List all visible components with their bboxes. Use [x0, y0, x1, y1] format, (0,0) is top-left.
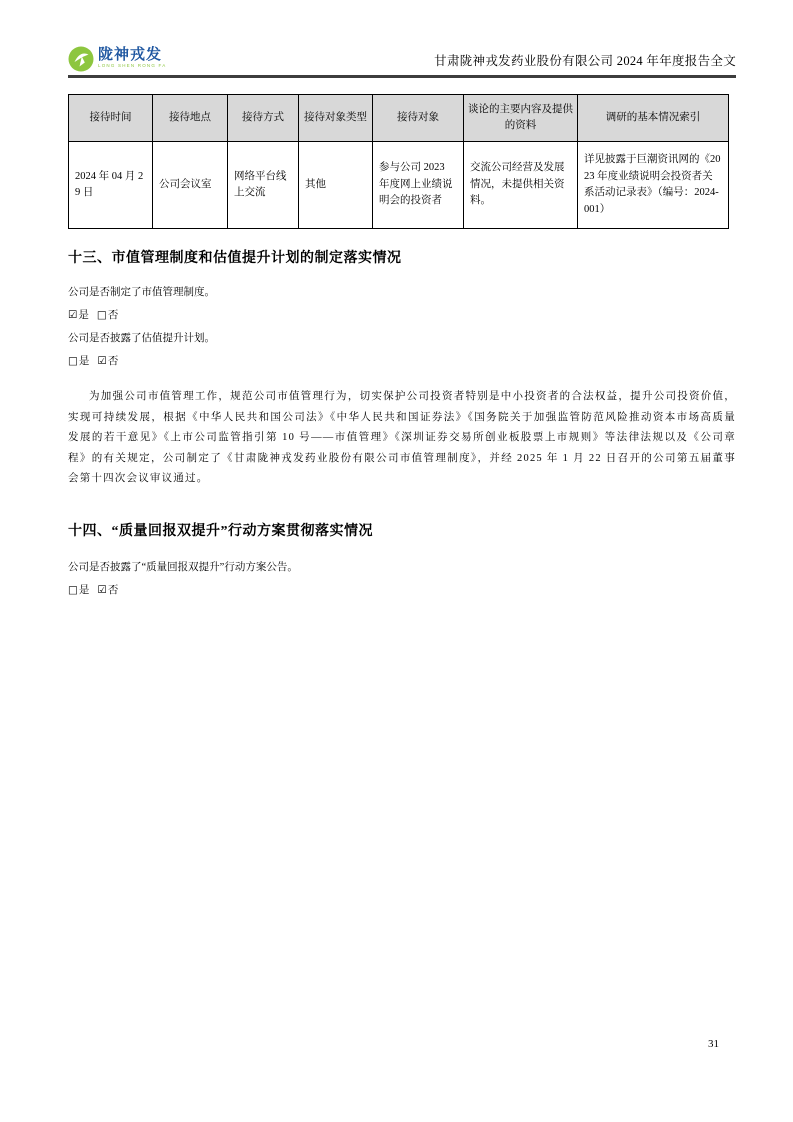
cell-reception-method: 网络平台线上交流	[228, 142, 299, 229]
cell-visitor-type: 其他	[299, 142, 373, 229]
page-header	[68, 0, 736, 75]
reception-table	[68, 94, 729, 229]
cell-visitor: 参与公司 2023 年度网上业绩说明会的投资者	[373, 142, 464, 229]
table-header-row	[69, 95, 729, 142]
cell-survey-index: 详见披露于巨潮资讯网的《2023 年度业绩说明会投资者关系活动记录表》（编号：2024-001）	[578, 142, 729, 229]
checkbox-checked-icon: ☑	[97, 583, 107, 596]
col-header-discussion-content: 谈论的主要内容及提供的资料	[464, 95, 578, 142]
answer-quality-return-plan	[68, 579, 736, 602]
checkbox-unchecked-icon: □	[96, 309, 107, 321]
col-header-survey-index: 调研的基本情况索引	[578, 95, 729, 142]
option-yes	[68, 585, 89, 596]
checkbox-checked-icon: ☑	[68, 309, 78, 321]
option-yes-label: 是	[78, 584, 90, 596]
option-no-label: 否	[107, 584, 119, 596]
cell-reception-time: 2024 年 04 月 29 日	[69, 142, 153, 229]
section-13-heading: 十三、市值管理制度和估值提升计划的制定落实情况	[68, 251, 402, 266]
question-market-value-system: 公司是否制定了市值管理制度。	[68, 287, 215, 298]
logo-bird-icon	[68, 46, 94, 72]
col-header-visitor-type: 接待对象类型	[299, 95, 373, 142]
option-no	[97, 310, 118, 321]
option-yes-label: 是	[78, 356, 90, 367]
section-13-paragraph: 为加强公司市值管理工作，规范公司市值管理行为，切实保护公司投资者特别是中小投资者的合法权益，提升公司投资价值，实现可持续发展，根据《中华人民共和国公司法》《中华人民共和国证券法》《国务院关于加强监管防范风险推动资本市场高质量发展的若干意见》《上市公司监管指引第 10 号——市值管理》《深圳证券交易所创业板股票上市规则》等法律法规以及《公司章程》的有关规定，公司制定了《甘肃陇神戎发药业股份有限公司市值管理制度》，并经 2025 年 1 月 22 日召开的公司第五届董事会第十四次会议审议通过。	[68, 391, 736, 484]
report-title: 甘肃陇神戎发药业股份有限公司 2024 年年度报告全文	[434, 54, 736, 68]
option-no-label: 否	[107, 310, 119, 321]
checkbox-unchecked-icon: □	[68, 355, 78, 367]
table-row	[69, 142, 729, 229]
col-header-visitor: 接待对象	[373, 95, 464, 142]
checkbox-unchecked-icon: □	[68, 583, 78, 596]
col-header-reception-method: 接待方式	[228, 95, 299, 142]
company-logo	[68, 46, 166, 72]
logo-text	[98, 46, 166, 69]
col-header-reception-time: 接待时间	[69, 95, 153, 142]
option-yes-label: 是	[78, 310, 89, 321]
logo-english-name: LONG SHEN RONG FA	[98, 63, 167, 68]
option-no	[97, 585, 118, 596]
page-number: 31	[708, 1038, 719, 1050]
col-header-reception-place: 接待地点	[153, 95, 228, 142]
page-content	[68, 0, 736, 602]
option-yes	[68, 356, 89, 367]
option-no-label: 否	[107, 356, 119, 367]
question-valuation-plan: 公司是否披露了估值提升计划。	[68, 333, 215, 344]
option-yes	[68, 310, 89, 321]
section-14-heading: 十四、“质量回报双提升”行动方案贯彻落实情况	[68, 523, 373, 539]
cell-discussion-content: 交流公司经营及发展情况，未提供相关资料。	[464, 142, 578, 229]
answer-market-value-system	[68, 304, 736, 327]
checkbox-checked-icon: ☑	[97, 355, 107, 367]
header-divider	[68, 75, 736, 78]
cell-reception-place: 公司会议室	[153, 142, 228, 229]
question-quality-return-plan: 公司是否披露了“质量回报双提升”行动方案公告。	[68, 561, 298, 573]
answer-valuation-plan	[68, 350, 736, 373]
option-no	[97, 356, 118, 367]
logo-chinese-name: 陇神戎发	[98, 46, 163, 63]
